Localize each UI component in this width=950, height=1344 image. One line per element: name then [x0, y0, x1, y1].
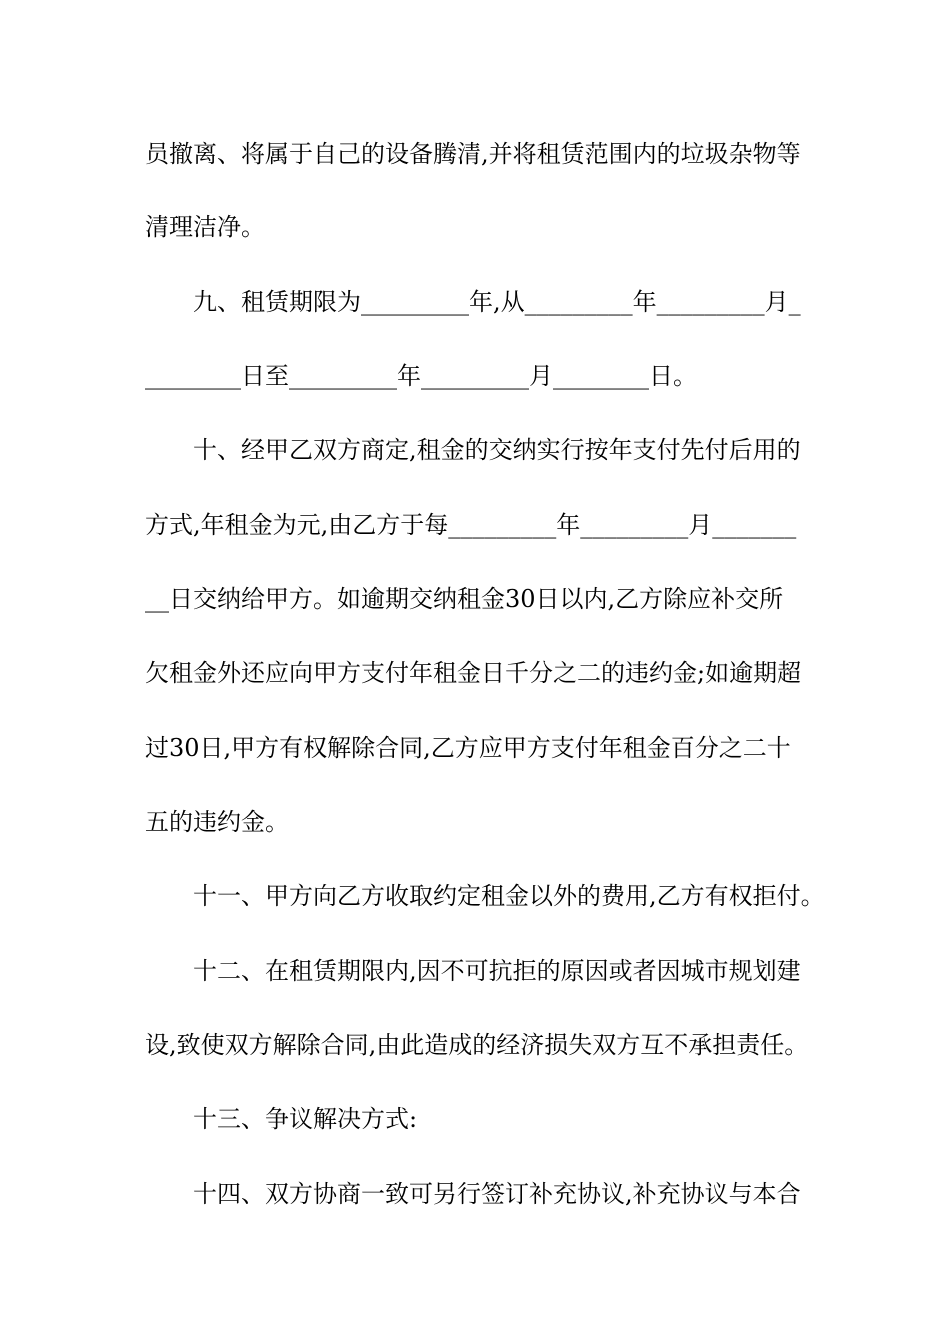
paragraph-10-start: 十、经甲乙双方商定,租金的交纳实行按年支付先付后用的 [193, 436, 801, 464]
text-line: 清理洁净。 [145, 213, 265, 241]
text-line: 欠租金外还应向甲方支付年租金日千分之二的违约金;如逾期超 [145, 659, 802, 687]
paragraph-9-start: 九、租赁期限为_________年,从_________年_________月_ [193, 288, 801, 316]
paragraph-11: 十一、甲方向乙方收取约定租金以外的费用,乙方有权拒付。 [193, 882, 825, 910]
paragraph-13: 十三、争议解决方式: [193, 1105, 418, 1133]
text-line: 员撤离、将属于自己的设备腾清,并将租赁范围内的垃圾杂物等 [145, 140, 801, 168]
paragraph-14-start: 十四、双方协商一致可另行签订补充协议,补充协议与本合 [193, 1180, 801, 1208]
text-line: 设,致使双方解除合同,由此造成的经济损失双方互不承担责任。 [145, 1031, 809, 1059]
text-line: ________日至_________年_________月________日。 [145, 362, 697, 390]
text-line: __日交纳给甲方。如逾期交纳租金30日以内,乙方除应补交所 [145, 585, 784, 613]
text-line: 五的违约金。 [145, 808, 289, 836]
paragraph-12-start: 十二、在租赁期限内,因不可抗拒的原因或者因城市规划建 [193, 957, 801, 985]
text-line: 方式,年租金为元,由乙方于每_________年_________月_______ [145, 511, 797, 539]
text-line: 过30日,甲方有权解除合同,乙方应甲方支付年租金百分之二十 [145, 734, 791, 762]
